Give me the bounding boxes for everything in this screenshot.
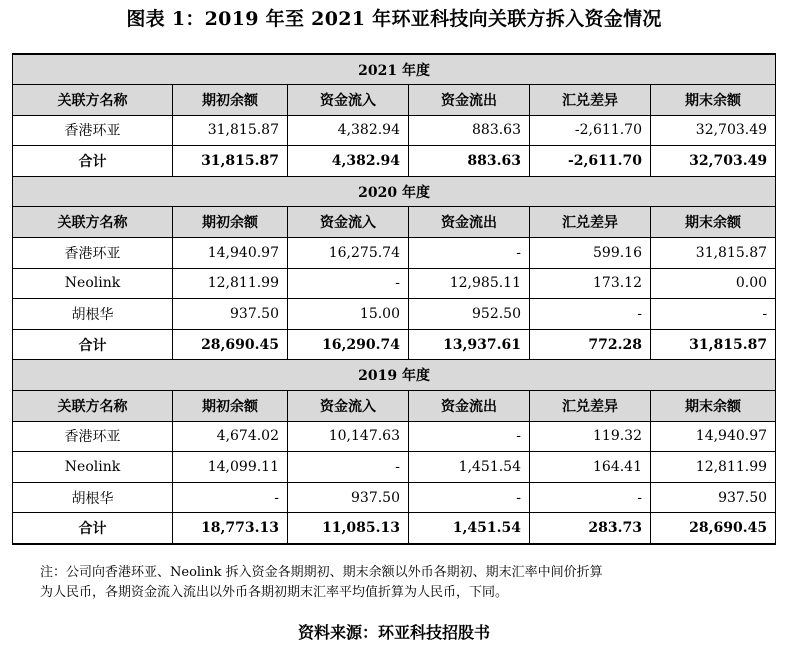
value-cell: 4,674.02 [173, 421, 288, 452]
party-name-cell: 香港环亚 [13, 238, 173, 269]
value-cell: 16,275.74 [288, 238, 409, 269]
total-value-cell: 13,937.61 [409, 329, 530, 360]
column-header: 资金流出 [409, 391, 530, 422]
value-cell: 12,811.99 [173, 268, 288, 299]
table-body [13, 54, 776, 544]
value-cell: 952.50 [409, 299, 530, 330]
column-header: 汇兑差异 [530, 207, 651, 238]
value-cell: - [409, 482, 530, 513]
party-name-cell: 香港环亚 [13, 421, 173, 452]
year-label: 2019 年度 [13, 360, 776, 391]
year-header-row [13, 360, 776, 391]
value-cell: - [651, 299, 776, 330]
party-name-cell: 胡根华 [13, 299, 173, 330]
column-header: 汇兑差异 [530, 85, 651, 116]
value-cell: 31,815.87 [173, 115, 288, 146]
column-header: 资金流出 [409, 207, 530, 238]
note-line-1: 注：公司向香港环亚、Neolink 拆入资金各期期初、期末余额以外币各期初、期末汇率中间价折算 [40, 565, 603, 580]
value-cell: -2,611.70 [530, 115, 651, 146]
value-cell: 164.41 [530, 452, 651, 483]
value-cell: 883.63 [409, 115, 530, 146]
column-header: 期末余额 [651, 207, 776, 238]
column-header: 资金流入 [288, 85, 409, 116]
column-header: 汇兑差异 [530, 391, 651, 422]
value-cell: 937.50 [288, 482, 409, 513]
total-row [13, 329, 776, 360]
party-name-cell: Neolink [13, 268, 173, 299]
value-cell: 937.50 [173, 299, 288, 330]
total-value-cell: 1,451.54 [409, 513, 530, 544]
table-note [40, 563, 750, 603]
table-row [13, 299, 776, 330]
column-header-row [13, 207, 776, 238]
party-name-cell: Neolink [13, 452, 173, 483]
figure-title: 图表 1：2019 年至 2021 年环亚科技向关联方拆入资金情况 [126, 8, 662, 30]
column-header: 关联方名称 [13, 391, 173, 422]
value-cell: 937.50 [651, 482, 776, 513]
column-header: 资金流入 [288, 391, 409, 422]
total-label-cell: 合计 [13, 329, 173, 360]
column-header: 资金流入 [288, 207, 409, 238]
party-name-cell: 胡根华 [13, 482, 173, 513]
value-cell: - [173, 482, 288, 513]
related-party-funds-table [12, 53, 776, 545]
total-value-cell: 883.63 [409, 146, 530, 177]
column-header: 资金流出 [409, 85, 530, 116]
total-value-cell: 16,290.74 [288, 329, 409, 360]
column-header: 期初余额 [173, 207, 288, 238]
value-cell: 32,703.49 [651, 115, 776, 146]
value-cell: 1,451.54 [409, 452, 530, 483]
total-value-cell: 31,815.87 [173, 146, 288, 177]
value-cell: - [530, 482, 651, 513]
total-value-cell: 32,703.49 [651, 146, 776, 177]
total-value-cell: 11,085.13 [288, 513, 409, 544]
column-header: 期初余额 [173, 85, 288, 116]
table-row [13, 452, 776, 483]
value-cell: 0.00 [651, 268, 776, 299]
column-header: 期初余额 [173, 391, 288, 422]
total-value-cell: 28,690.45 [651, 513, 776, 544]
party-name-cell: 香港环亚 [13, 115, 173, 146]
value-cell: - [288, 268, 409, 299]
value-cell: 14,099.11 [173, 452, 288, 483]
table-row [13, 268, 776, 299]
column-header-row [13, 85, 776, 116]
value-cell: 173.12 [530, 268, 651, 299]
year-label: 2020 年度 [13, 176, 776, 207]
column-header: 关联方名称 [13, 207, 173, 238]
value-cell: 12,985.11 [409, 268, 530, 299]
table-row [13, 115, 776, 146]
year-label: 2021 年度 [13, 54, 776, 85]
value-cell: - [288, 452, 409, 483]
year-header-row [13, 176, 776, 207]
total-value-cell: 18,773.13 [173, 513, 288, 544]
total-value-cell: 28,690.45 [173, 329, 288, 360]
year-header-row [13, 54, 776, 85]
total-value-cell: 4,382.94 [288, 146, 409, 177]
value-cell: 14,940.97 [173, 238, 288, 269]
column-header: 关联方名称 [13, 85, 173, 116]
note-line-2: 为人民币，各期资金流入流出以外币各期初期末汇率平均值折算为人民币，下同。 [40, 585, 509, 600]
total-value-cell: 772.28 [530, 329, 651, 360]
total-label-cell: 合计 [13, 146, 173, 177]
value-cell: 119.32 [530, 421, 651, 452]
source-caption: 资料来源：环亚科技招股书 [297, 623, 490, 642]
value-cell: 10,147.63 [288, 421, 409, 452]
value-cell: 14,940.97 [651, 421, 776, 452]
total-value-cell: 31,815.87 [651, 329, 776, 360]
value-cell: 12,811.99 [651, 452, 776, 483]
table-row [13, 238, 776, 269]
total-value-cell: 283.73 [530, 513, 651, 544]
column-header: 期末余额 [651, 391, 776, 422]
table-row [13, 421, 776, 452]
total-row [13, 513, 776, 544]
value-cell: - [409, 238, 530, 269]
value-cell: 4,382.94 [288, 115, 409, 146]
table-row [13, 482, 776, 513]
value-cell: - [530, 299, 651, 330]
column-header-row [13, 391, 776, 422]
value-cell: 599.16 [530, 238, 651, 269]
value-cell: 15.00 [288, 299, 409, 330]
total-row [13, 146, 776, 177]
value-cell: 31,815.87 [651, 238, 776, 269]
total-value-cell: -2,611.70 [530, 146, 651, 177]
value-cell: - [409, 421, 530, 452]
total-label-cell: 合计 [13, 513, 173, 544]
column-header: 期末余额 [651, 85, 776, 116]
